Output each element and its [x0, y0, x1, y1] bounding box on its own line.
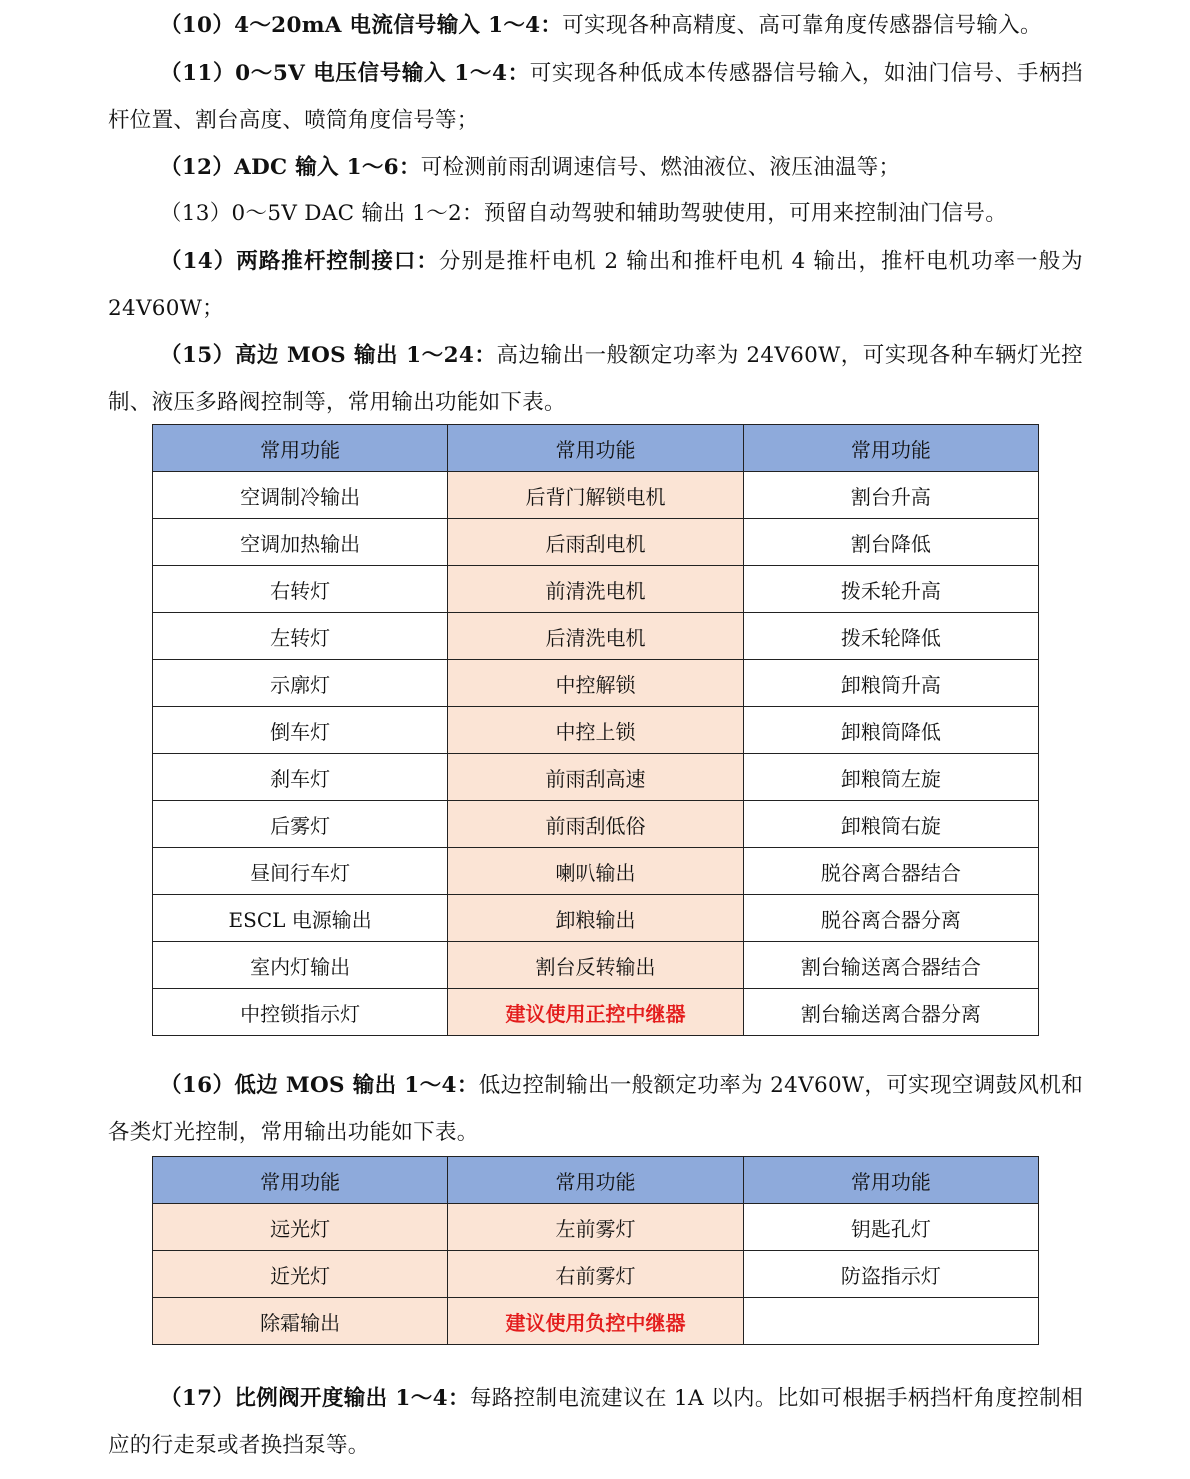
table-cell: 卸粮筒降低 [743, 707, 1038, 754]
table-cell: 割台降低 [743, 519, 1038, 566]
paragraph-10 [108, 2, 1083, 49]
paragraph-17-lead: （17）比例阀开度输出 1～4： [160, 1386, 470, 1411]
table-cell: 空调制冷输出 [153, 472, 448, 519]
paragraph-11-text: 可实现各种低成本传感器信号输入，如油门信号、手柄挡杆位置、割台高度、喷筒角度信号等； [108, 61, 1083, 133]
paragraph-14-text: 分别是推杆电机 2 输出和推杆电机 4 输出，推杆电机功率一般为 24V60W； [108, 249, 1083, 321]
table-cell: 卸粮筒右旋 [743, 801, 1038, 848]
table-row [153, 989, 1039, 1036]
table-cell: 左转灯 [153, 613, 448, 660]
table-cell: 割台输送离合器分离 [743, 989, 1038, 1036]
table-cell: 脱谷离合器结合 [743, 848, 1038, 895]
table-row [153, 660, 1039, 707]
paragraph-16 [108, 1062, 1083, 1156]
table-cell: 室内灯输出 [153, 942, 448, 989]
table-cell: 割台输送离合器结合 [743, 942, 1038, 989]
table-cell: 前清洗电机 [448, 566, 743, 613]
table-header-row [153, 1157, 1039, 1204]
relay-recommendation-note: 建议使用正控中继器 [448, 989, 743, 1036]
table-cell: 卸粮输出 [448, 895, 743, 942]
paragraph-14 [108, 238, 1083, 332]
paragraph-15-lead: （15）高边 MOS 输出 1～24： [160, 343, 497, 368]
table-header-cell: 常用功能 [743, 1157, 1038, 1204]
table-cell: ESCL 电源输出 [153, 895, 448, 942]
table-cell: 卸粮筒升高 [743, 660, 1038, 707]
table-cell: 后背门解锁电机 [448, 472, 743, 519]
paragraph-11-lead: （11）0～5V 电压信号输入 1～4： [160, 61, 530, 86]
table-cell: 示廓灯 [153, 660, 448, 707]
table-row [153, 707, 1039, 754]
table-cell: 脱谷离合器分离 [743, 895, 1038, 942]
table-cell: 后雾灯 [153, 801, 448, 848]
table-row [153, 895, 1039, 942]
paragraph-12-text: 可检测前雨刮调速信号、燃油液位、液压油温等； [420, 155, 901, 180]
table-row [153, 754, 1039, 801]
table-cell: 拨禾轮降低 [743, 613, 1038, 660]
table-cell: 左前雾灯 [448, 1204, 743, 1251]
table-header-cell: 常用功能 [153, 1157, 448, 1204]
table-cell [743, 1298, 1038, 1345]
paragraph-13-text: （13）0～5V DAC 输出 1～2：预留自动驾驶和辅助驾驶使用，可用来控制油门信号。 [160, 201, 1008, 226]
table-row [153, 801, 1039, 848]
relay-recommendation-note: 建议使用负控中继器 [448, 1298, 743, 1345]
table-cell: 昼间行车灯 [153, 848, 448, 895]
table-cell: 后清洗电机 [448, 613, 743, 660]
table-header-cell: 常用功能 [153, 425, 448, 472]
table-header-row [153, 425, 1039, 472]
table-row [153, 1251, 1039, 1298]
table-row [153, 472, 1039, 519]
table-cell: 拨禾轮升高 [743, 566, 1038, 613]
table-cell: 近光灯 [153, 1251, 448, 1298]
table-header-cell: 常用功能 [448, 1157, 743, 1204]
table-row [153, 1298, 1039, 1345]
table-cell: 右转灯 [153, 566, 448, 613]
table-cell: 中控锁指示灯 [153, 989, 448, 1036]
table-header-cell: 常用功能 [743, 425, 1038, 472]
paragraph-15 [108, 332, 1083, 426]
table-cell: 钥匙孔灯 [743, 1204, 1038, 1251]
table-row [153, 566, 1039, 613]
high-side-output-table [152, 424, 1039, 1036]
paragraph-15-text: 高边输出一般额定功率为 24V60W，可实现各种车辆灯光控制、液压多路阀控制等，常用输出功能如下表。 [108, 343, 1083, 415]
table-cell: 割台升高 [743, 472, 1038, 519]
low-side-output-table [152, 1156, 1039, 1345]
table-row [153, 848, 1039, 895]
table-cell: 空调加热输出 [153, 519, 448, 566]
table-cell: 割台反转输出 [448, 942, 743, 989]
table-row [153, 519, 1039, 566]
table-row [153, 613, 1039, 660]
table-cell: 前雨刮高速 [448, 754, 743, 801]
paragraph-17-text: 每路控制电流建议在 1A 以内。比如可根据手柄挡杆角度控制相应的行走泵或者换挡泵等。 [108, 1386, 1083, 1458]
table-cell: 中控上锁 [448, 707, 743, 754]
table-cell: 后雨刮电机 [448, 519, 743, 566]
paragraph-17 [108, 1375, 1083, 1469]
paragraph-14-lead: （14）两路推杆控制接口： [160, 249, 439, 274]
table-cell: 倒车灯 [153, 707, 448, 754]
table-cell: 卸粮筒左旋 [743, 754, 1038, 801]
paragraph-16-text: 低边控制输出一般额定功率为 24V60W，可实现空调鼓风机和各类灯光控制，常用输出功能如下表。 [108, 1073, 1083, 1145]
paragraph-10-lead: （10）4～20mA 电流信号输入 1～4： [160, 13, 563, 38]
paragraph-13 [108, 190, 1083, 237]
table-row [153, 1204, 1039, 1251]
table-cell: 刹车灯 [153, 754, 448, 801]
table-cell: 前雨刮低俗 [448, 801, 743, 848]
paragraph-10-text: 可实现各种高精度、高可靠角度传感器信号输入。 [562, 13, 1042, 38]
table-cell: 远光灯 [153, 1204, 448, 1251]
table-cell: 中控解锁 [448, 660, 743, 707]
paragraph-16-lead: （16）低边 MOS 输出 1～4： [160, 1073, 479, 1098]
paragraph-12 [108, 144, 1083, 191]
table-cell: 除霜输出 [153, 1298, 448, 1345]
table-cell: 喇叭输出 [448, 848, 743, 895]
paragraph-11 [108, 50, 1083, 144]
table-cell: 右前雾灯 [448, 1251, 743, 1298]
table-cell: 防盗指示灯 [743, 1251, 1038, 1298]
paragraph-12-lead: （12）ADC 输入 1～6： [160, 155, 421, 180]
table-header-cell: 常用功能 [448, 425, 743, 472]
table-row [153, 942, 1039, 989]
